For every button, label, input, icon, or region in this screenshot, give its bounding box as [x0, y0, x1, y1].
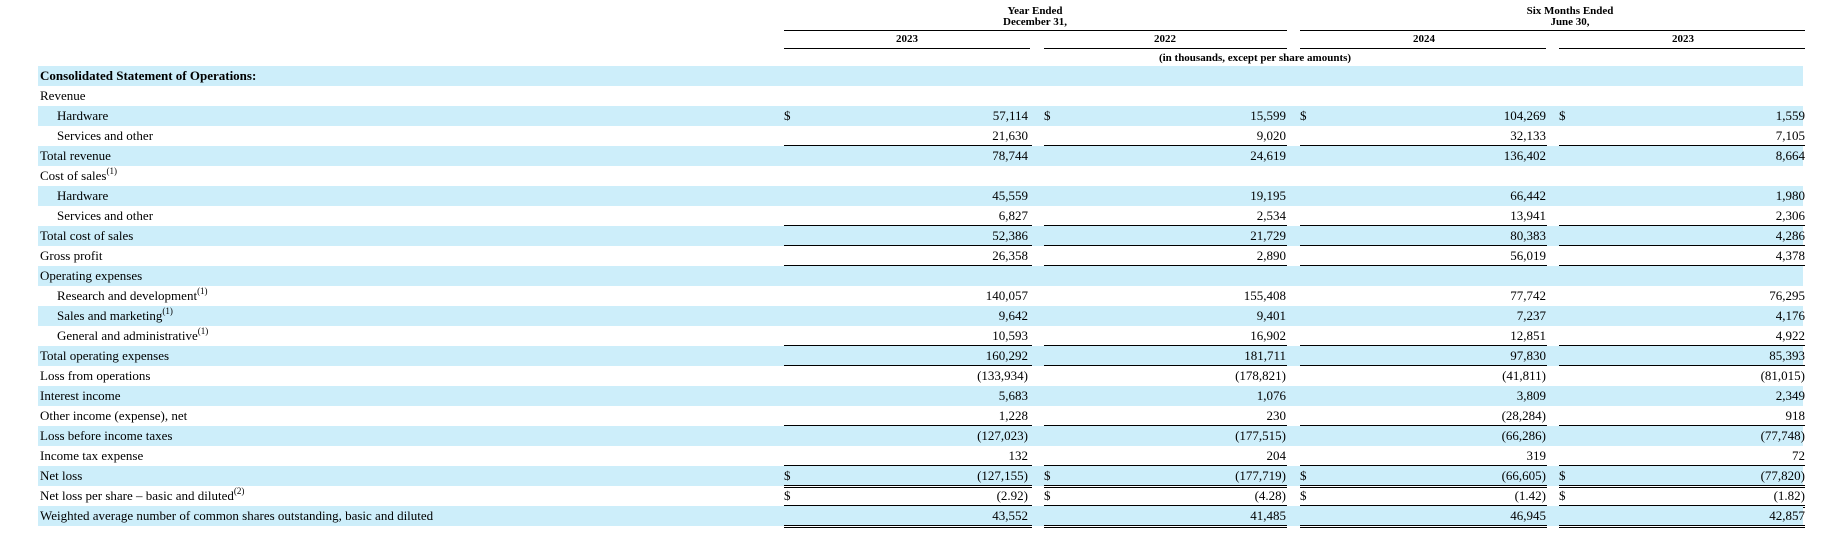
table-cell-value: 13,941	[1510, 208, 1546, 223]
table-cell-value: 2,534	[1256, 208, 1286, 223]
table-cell-value: (1.82)	[1773, 488, 1805, 503]
header-group1-rule	[784, 30, 1287, 31]
table-cell-value: 2,890	[1256, 248, 1286, 263]
header-group2-line2: June 30,	[1550, 16, 1590, 28]
table-cell-value: 4,378	[1775, 248, 1805, 263]
row-label	[40, 426, 172, 446]
row-label	[57, 206, 153, 226]
table-cell-value: 1,559	[1775, 108, 1805, 123]
table-row	[38, 346, 1803, 366]
row-label	[40, 506, 433, 526]
row-label-text: Services and other	[57, 128, 154, 143]
row-label-text: Net loss	[40, 468, 83, 483]
currency-symbol: $	[1044, 468, 1051, 483]
table-cell-value: 19,195	[1250, 188, 1286, 203]
table-cell-value: 15,599	[1250, 108, 1286, 123]
year-col-3: 2024	[1413, 33, 1435, 45]
years-rule-3	[1300, 48, 1546, 49]
row-label-text: Weighted average number of common shares outstanding, basic and diluted	[40, 508, 434, 523]
row-label-text: Loss before income taxes	[40, 428, 173, 443]
table-cell-value: 57,114	[992, 108, 1028, 123]
row-label-text: Consolidated Statement of Operations:	[40, 68, 257, 83]
years-rule-4	[1559, 48, 1805, 49]
table-cell-value: (177,515)	[1235, 428, 1286, 443]
table-cell-value: (66,286)	[1501, 428, 1546, 443]
row-label	[40, 66, 256, 86]
table-cell-value: (41,811)	[1502, 368, 1546, 383]
table-cell-value: (2.92)	[996, 488, 1028, 503]
row-label	[57, 106, 108, 126]
row-label-text: Net loss per share – basic and diluted	[40, 488, 234, 503]
table-cell-value: 72	[1792, 448, 1805, 463]
table-cell-value: 85,393	[1769, 348, 1805, 363]
footnote-ref: (1)	[197, 285, 208, 296]
row-label-text: Gross profit	[40, 248, 103, 263]
row-label-text: Services and other	[57, 208, 154, 223]
table-row	[38, 386, 1803, 406]
row-label	[40, 486, 244, 506]
table-cell-value: 16,902	[1250, 328, 1286, 343]
table-cell-value: 7,105	[1775, 128, 1805, 143]
table-cell-value: (1.42)	[1514, 488, 1546, 503]
currency-symbol: $	[1300, 488, 1307, 503]
table-cell-value: (77,748)	[1760, 428, 1805, 443]
table-row	[38, 66, 1803, 86]
currency-symbol: $	[1044, 488, 1051, 503]
table-cell-value: (127,155)	[977, 468, 1028, 483]
table-cell-value: 3,809	[1516, 388, 1546, 403]
header-group-year-ended	[950, 6, 1120, 28]
table-cell-value: 43,552	[992, 508, 1028, 523]
currency-symbol: $	[784, 488, 791, 503]
years-rule-1	[784, 48, 1030, 49]
table-row	[38, 186, 1803, 206]
table-row	[38, 166, 1803, 186]
table-row	[38, 266, 1803, 286]
row-label-text: Hardware	[57, 108, 109, 123]
double-underline	[1300, 525, 1547, 528]
years-rule-2	[1044, 48, 1287, 49]
table-cell-value: 132	[1008, 448, 1028, 463]
year-col-2: 2022	[1154, 33, 1176, 45]
footnote-ref: (1)	[197, 325, 209, 336]
table-cell-value: 2,306	[1775, 208, 1805, 223]
double-underline	[1559, 525, 1805, 528]
footnote-ref: (1)	[162, 305, 173, 316]
row-label-text: Total revenue	[40, 148, 111, 163]
table-cell-value: (81,015)	[1760, 368, 1805, 383]
table-cell-value: 2,349	[1775, 388, 1805, 403]
table-cell-value: 4,176	[1775, 308, 1805, 323]
currency-symbol: $	[784, 108, 791, 123]
table-cell-value: 4,922	[1775, 328, 1805, 343]
table-cell-value: 46,945	[1510, 508, 1546, 523]
table-row	[38, 426, 1803, 446]
table-cell-value: 10,593	[992, 328, 1028, 343]
table-row	[38, 306, 1803, 326]
table-row	[38, 326, 1803, 346]
row-label-text: General and administrative	[57, 328, 198, 343]
row-label	[40, 366, 150, 386]
double-underline	[784, 525, 1032, 528]
table-cell-value: 41,485	[1250, 508, 1286, 523]
table-row	[38, 366, 1803, 386]
table-row	[38, 146, 1803, 166]
table-cell-value: 1,228	[998, 408, 1028, 423]
table-cell-value: 155,408	[1243, 288, 1286, 303]
table-cell-value: 52,386	[992, 228, 1028, 243]
currency-symbol: $	[1300, 108, 1307, 123]
row-label-text: Sales and marketing	[57, 308, 163, 323]
table-cell-value: 9,642	[998, 308, 1028, 323]
table-row	[38, 286, 1803, 306]
table-cell-value: 8,664	[1775, 148, 1805, 163]
table-row	[38, 446, 1803, 466]
table-cell-value: 76,295	[1769, 288, 1805, 303]
table-cell-value: 1,076	[1256, 388, 1286, 403]
header-group2-line1: Six Months Ended	[1526, 5, 1614, 17]
table-row	[38, 406, 1803, 426]
table-cell-value: (133,934)	[977, 368, 1028, 383]
table-cell-value: 45,559	[992, 188, 1028, 203]
row-label	[40, 86, 85, 106]
row-label-text: Hardware	[57, 188, 109, 203]
table-cell-value: 1,980	[1775, 188, 1805, 203]
row-label-text: Total cost of sales	[40, 228, 134, 243]
currency-symbol: $	[784, 468, 791, 483]
footnote-ref: (1)	[106, 165, 117, 176]
header-group1-line1: Year Ended	[1007, 5, 1063, 17]
table-cell-value: 7,237	[1516, 308, 1546, 323]
header-group2-rule	[1300, 30, 1805, 31]
table-cell-value: 56,019	[1510, 248, 1546, 263]
table-cell-value: 24,619	[1250, 148, 1286, 163]
row-label-text: Total operating expenses	[40, 348, 170, 363]
table-cell-value: 66,442	[1510, 188, 1546, 203]
row-label	[40, 386, 121, 406]
table-cell-value: 80,383	[1510, 228, 1546, 243]
currency-symbol: $	[1044, 108, 1051, 123]
row-label-text: Income tax expense	[40, 448, 144, 463]
currency-symbol: $	[1559, 108, 1566, 123]
table-row	[38, 466, 1803, 486]
table-cell-value: 160,292	[985, 348, 1028, 363]
table-cell-value: 9,020	[1256, 128, 1286, 143]
row-label-text: Operating expenses	[40, 268, 143, 283]
row-label-text: Research and development	[57, 288, 198, 303]
row-label	[40, 226, 133, 246]
units-note: (in thousands, except per share amounts)	[1158, 52, 1352, 64]
table-cell-value: 6,827	[998, 208, 1028, 223]
row-label	[57, 326, 208, 346]
table-cell-value: 21,630	[992, 128, 1028, 143]
table-cell-value: 140,057	[985, 288, 1028, 303]
table-row	[38, 206, 1803, 226]
row-label	[40, 406, 187, 426]
table-cell-value: (4.28)	[1254, 488, 1286, 503]
table-row	[38, 506, 1803, 526]
table-cell-value: 97,830	[1510, 348, 1546, 363]
currency-symbol: $	[1559, 488, 1566, 503]
table-row	[38, 486, 1803, 506]
table-row	[38, 106, 1803, 126]
table-cell-value: 230	[1266, 408, 1286, 423]
table-cell-value: (127,023)	[977, 428, 1028, 443]
row-label	[57, 306, 173, 326]
row-label-text: Cost of sales	[40, 168, 107, 183]
table-row	[38, 246, 1803, 266]
table-cell-value: 78,744	[992, 148, 1028, 163]
year-col-4: 2023	[1672, 33, 1694, 45]
table-cell-value: 32,133	[1510, 128, 1546, 143]
table-cell-value: 918	[1785, 408, 1805, 423]
table-cell-value: 4,286	[1775, 228, 1805, 243]
table-cell-value: 136,402	[1503, 148, 1546, 163]
row-label	[40, 266, 142, 286]
year-col-1: 2023	[896, 33, 918, 45]
table-cell-value: 181,711	[1244, 348, 1286, 363]
table-row	[38, 126, 1803, 146]
table-cell-value: 204	[1266, 448, 1286, 463]
table-cell-value: (77,820)	[1760, 468, 1805, 483]
row-label	[40, 346, 169, 366]
header-group1-line2: December 31,	[1003, 16, 1067, 28]
row-label-text: Revenue	[40, 88, 86, 103]
row-label	[40, 466, 82, 486]
row-label	[40, 146, 111, 166]
table-cell-value: (178,821)	[1235, 368, 1286, 383]
double-underline	[1044, 525, 1287, 528]
row-label-text: Interest income	[40, 388, 121, 403]
row-label-text: Other income (expense), net	[40, 408, 188, 423]
table-cell-value: 42,857	[1769, 508, 1805, 523]
statement-of-operations-table	[38, 66, 1803, 526]
table-cell-value: (66,605)	[1501, 468, 1546, 483]
table-row	[38, 86, 1803, 106]
table-cell-value: (177,719)	[1235, 468, 1286, 483]
table-row	[38, 226, 1803, 246]
header-group-six-months	[1480, 6, 1660, 28]
row-label	[40, 166, 117, 186]
table-cell-value: 12,851	[1510, 328, 1546, 343]
table-cell-value: 26,358	[992, 248, 1028, 263]
row-label	[40, 446, 143, 466]
table-cell-value: 9,401	[1256, 308, 1286, 323]
row-label-text: Loss from operations	[40, 368, 151, 383]
row-label	[40, 246, 102, 266]
row-label	[57, 286, 208, 306]
table-cell-value: 5,683	[998, 388, 1028, 403]
table-cell-value: 77,742	[1510, 288, 1546, 303]
currency-symbol: $	[1559, 468, 1566, 483]
table-cell-value: (28,284)	[1501, 408, 1546, 423]
table-cell-value: 319	[1526, 448, 1546, 463]
table-cell-value: 21,729	[1250, 228, 1286, 243]
currency-symbol: $	[1300, 468, 1307, 483]
row-label	[57, 186, 108, 206]
table-cell-value: 104,269	[1503, 108, 1546, 123]
footnote-ref: (2)	[233, 485, 245, 496]
row-label	[57, 126, 153, 146]
